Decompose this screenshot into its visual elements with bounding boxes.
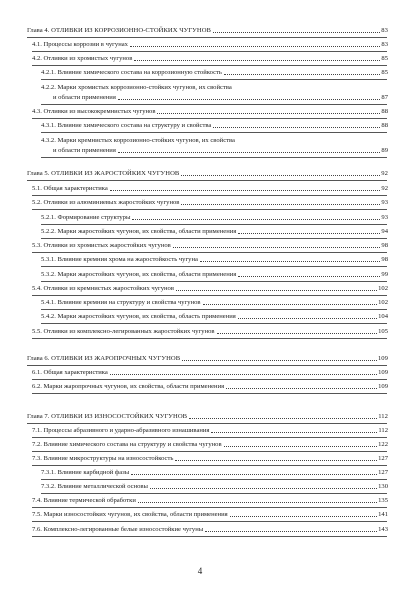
row-divider — [32, 51, 387, 52]
row-divider — [32, 379, 387, 380]
toc-entry — [32, 427, 388, 435]
toc-entry — [32, 328, 388, 336]
toc-entry — [32, 41, 388, 49]
entry-title: 5.2.2. Марки жаростойких чугунов, их свойства, области применения — [41, 228, 237, 235]
entry-title: 4.2.1. Влияние химического состава на коррозионную стойкость — [41, 69, 222, 76]
page-ref: 112 — [378, 413, 388, 420]
page-ref: 89 — [381, 147, 388, 154]
dot-leader — [173, 247, 381, 248]
page-ref: 99 — [381, 271, 388, 278]
row-divider — [32, 118, 387, 119]
chapter-heading — [27, 413, 388, 421]
entry-title: 4.2. Отливки из хромистых чугунов — [32, 55, 133, 62]
dot-leader — [217, 333, 378, 334]
row-divider — [32, 209, 387, 210]
row-divider — [41, 323, 387, 324]
row-divider — [41, 79, 387, 80]
dot-leader — [182, 360, 377, 361]
toc-entry — [53, 94, 388, 102]
toc-entry — [32, 441, 388, 449]
row-divider — [41, 493, 387, 494]
chapter-heading — [27, 355, 388, 363]
page-ref: 127 — [378, 469, 388, 476]
row-divider — [32, 195, 387, 196]
entry-title: 7.3.2. Влияние металлической основы — [41, 483, 148, 490]
row-divider — [32, 437, 387, 438]
toc-entry — [32, 369, 388, 377]
dot-leader — [157, 113, 380, 114]
page-number: 4 — [197, 566, 203, 576]
toc-entry — [32, 285, 388, 293]
page-ref: 143 — [378, 526, 388, 533]
row-divider — [41, 132, 387, 133]
page-ref: 87 — [381, 94, 388, 101]
dot-leader — [213, 127, 380, 128]
page-ref: 94 — [381, 228, 388, 235]
dot-leader — [181, 204, 380, 205]
entry-title: 5.3.2. Марки жаростойких чугунов, их свойства, области применения — [41, 271, 237, 278]
page-ref: 109 — [378, 369, 388, 376]
toc-entry — [32, 242, 388, 250]
entry-title-continued: и области применения — [53, 94, 116, 101]
row-divider — [41, 157, 387, 158]
page-ref: 122 — [378, 441, 388, 448]
entry-title: 5.2. Отливки из алюминиевых жаростойких чугунов — [32, 199, 180, 206]
dot-leader — [130, 46, 380, 47]
dot-leader — [224, 446, 378, 447]
entry-title: 5.3.1. Влияние кремния хрома на жаростойкость чугуна — [41, 256, 198, 263]
page-ref: 93 — [381, 214, 388, 221]
entry-title: 5.5. Отливки из комплексно-легированных жаростойких чугунов — [32, 328, 215, 335]
toc-entry — [41, 483, 388, 491]
toc-entry — [41, 299, 388, 307]
page-ref: 112 — [378, 427, 388, 434]
dot-leader — [131, 474, 377, 475]
page-ref: 102 — [378, 285, 388, 292]
toc-entry — [41, 469, 388, 477]
toc-entry — [32, 497, 388, 505]
dot-leader — [224, 74, 381, 75]
dot-leader — [110, 374, 377, 375]
dot-leader — [205, 531, 377, 532]
dot-leader — [213, 32, 380, 33]
dot-leader — [211, 432, 377, 433]
page-ref: 127 — [378, 455, 388, 462]
page-ref: 98 — [381, 242, 388, 249]
dot-leader — [118, 152, 381, 153]
toc-entry — [32, 455, 388, 463]
row-divider — [32, 465, 387, 466]
entry-title: 6.2. Марки жаропрочных чугунов, их свойства, области применения — [32, 383, 225, 390]
page-ref: 83 — [381, 27, 388, 34]
page-ref: 104 — [378, 313, 388, 320]
page-ref: 88 — [381, 108, 388, 115]
entry-title: 6.1. Общая характеристика — [32, 369, 108, 376]
toc-entry — [41, 313, 388, 321]
entry-title-line: 4.2.2. Марки хромистых коррозионно-стойких чугунов, их свойства — [41, 84, 232, 91]
row-divider — [41, 281, 387, 282]
row-divider — [27, 365, 387, 366]
page-ref: 92 — [381, 170, 388, 177]
page-ref: 92 — [381, 185, 388, 192]
dot-leader — [132, 219, 380, 220]
chapter-title: Глава 5. ОТЛИВКИ ИЗ ЖАРОСТОЙКИХ ЧУГУНОВ — [27, 170, 180, 177]
row-divider — [32, 252, 387, 253]
dot-leader — [118, 99, 381, 100]
dot-leader — [138, 502, 377, 503]
page-ref: 109 — [377, 355, 388, 362]
dot-leader — [230, 516, 377, 517]
entry-title-line: 4.3.2. Марки кремнистых коррозионно-стойких чугунов, их свойства — [41, 137, 235, 144]
page-ref: 141 — [378, 511, 388, 518]
page-ref: 130 — [378, 483, 388, 490]
row-divider — [32, 65, 387, 66]
page-ref: 85 — [381, 55, 388, 62]
toc-entry — [41, 228, 388, 236]
entry-title-continued: и области применения — [53, 147, 116, 154]
entry-title: 7.3. Влияние микроструктуры на износостойкость — [32, 455, 174, 462]
entry-title: 4.3.1. Влияние химического состава на структуру и свойства — [41, 122, 212, 129]
chapter-heading — [27, 170, 388, 178]
entry-title: 5.3. Отливки из хромистых жаростойких чугунов — [32, 242, 171, 249]
row-divider — [27, 37, 387, 38]
toc-entry — [32, 108, 388, 116]
toc-entry — [41, 122, 388, 130]
toc-entry — [32, 526, 388, 534]
entry-title: 5.1. Общая характеристика — [32, 185, 108, 192]
entry-title: 7.5. Марки износостойких чугунов, их свойства, области применения — [32, 511, 228, 518]
entry-title: 7.3.1. Влияние карбидной фазы — [41, 469, 130, 476]
row-divider — [32, 393, 387, 394]
toc-entry — [32, 511, 388, 519]
row-divider — [41, 104, 387, 105]
row-divider — [41, 224, 387, 225]
row-divider — [32, 521, 387, 522]
dot-leader — [110, 190, 381, 191]
dot-leader — [189, 418, 377, 419]
entry-title: 4.1. Процессы коррозии в чугунах — [32, 41, 128, 48]
page-ref: 98 — [381, 256, 388, 263]
entry-title: 5.4.2. Марки жаростойких чугунов, их свойства, область применения — [41, 313, 236, 320]
row-divider — [32, 536, 387, 537]
row-divider — [41, 238, 387, 239]
row-divider — [27, 180, 387, 181]
entry-title: 7.1. Процессы абразивного и ударно-абразивного изнашивания — [32, 427, 210, 434]
page-ref: 135 — [378, 497, 388, 504]
entry-title: 5.2.1. Формирование структуры — [41, 214, 131, 221]
row-divider — [32, 295, 387, 296]
row-divider — [41, 309, 387, 310]
row-divider — [41, 479, 387, 480]
toc-entry — [32, 55, 388, 63]
page-ref: 85 — [381, 69, 388, 76]
page-ref: 109 — [378, 383, 388, 390]
chapter-heading — [27, 27, 388, 35]
entry-title: 4.3. Отливки из высококремнистых чугунов — [32, 108, 156, 115]
page-ref: 93 — [381, 199, 388, 206]
dot-leader — [238, 318, 377, 319]
entry-title: 7.6. Комплексно-легированные белые износостойкие чугуны — [32, 526, 204, 533]
chapter-title: Глава 6. ОТЛИВКИ ИЗ ЖАРОПРОЧНЫХ ЧУГУНОВ — [27, 355, 181, 362]
dot-leader — [238, 276, 380, 277]
row-divider — [32, 451, 387, 452]
toc-entry — [32, 199, 388, 207]
page-ref: 102 — [378, 299, 388, 306]
toc-entry — [41, 214, 388, 222]
page-ref: 88 — [381, 122, 388, 129]
chapter-title: Глава 7. ОТЛИВКИ ИЗ ИЗНОСОСТОЙКИХ ЧУГУНОВ — [27, 413, 188, 420]
row-divider — [27, 423, 387, 424]
dot-leader — [176, 290, 377, 291]
page-ref: 105 — [378, 328, 388, 335]
entry-title: 7.4. Влияние термической обработки — [32, 497, 136, 504]
page-ref: 83 — [381, 41, 388, 48]
dot-leader — [181, 175, 380, 176]
toc-entry — [32, 383, 388, 391]
dot-leader — [134, 60, 380, 61]
toc-entry — [41, 271, 388, 279]
toc-entry — [53, 147, 388, 155]
entry-title: 5.4.1. Влияние кремния на структуру и свойства чугунов — [41, 299, 201, 306]
toc-entry — [41, 256, 388, 264]
dot-leader — [226, 388, 377, 389]
entry-title: 7.2. Влияние химического состава на структуру и свойства чугунов — [32, 441, 222, 448]
dot-leader — [203, 304, 378, 305]
row-divider — [32, 338, 387, 339]
toc-entry — [41, 69, 388, 77]
row-divider — [41, 266, 387, 267]
dot-leader — [200, 261, 380, 262]
dot-leader — [175, 460, 377, 461]
row-divider — [32, 507, 387, 508]
dot-leader — [150, 488, 377, 489]
toc-entry — [32, 185, 388, 193]
entry-title: 5.4. Отливки из кремнистых жаростойких чугунов — [32, 285, 174, 292]
chapter-title: Глава 4. ОТЛИВКИ ИЗ КОРРОЗИОННО-СТОЙКИХ ЧУГУНОВ — [27, 27, 211, 34]
dot-leader — [238, 233, 380, 234]
